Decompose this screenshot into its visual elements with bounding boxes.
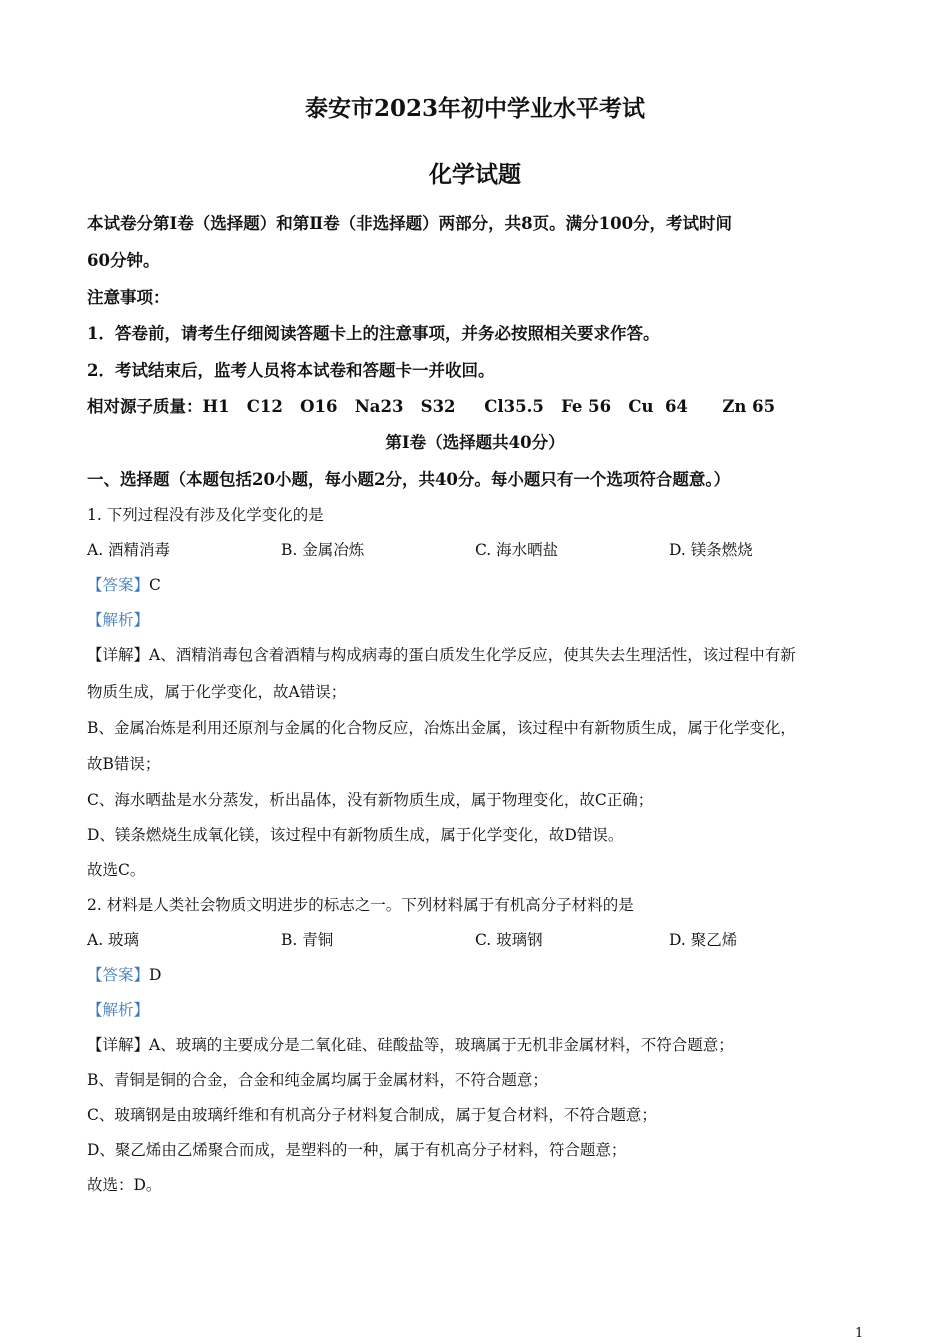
note-2: 2．考试结束后，监考人员将本试卷和答题卡一并收回。	[87, 361, 495, 380]
question-1-detail-4: D、镁条燃烧生成氧化镁，该过程中有新物质生成，属于化学变化，故D错误。	[87, 826, 624, 844]
question-1-detail-1b: 物质生成，属于化学变化，故A错误；	[87, 683, 347, 701]
question-2-detail-2: B、青铜是铜的合金，合金和纯金属均属于金属材料，不符合题意；	[87, 1071, 548, 1089]
question-2-option-b: B. 青铜	[281, 931, 334, 949]
answer-tag: 【答案】	[87, 576, 150, 594]
question-2-option-c: C. 玻璃钢	[475, 931, 543, 949]
note-1: 1．答卷前，请考生仔细阅读答题卡上的注意事项，并务必按照相关要求作答。	[87, 324, 660, 343]
answer-value: C	[149, 576, 161, 594]
question-1-option-c: C. 海水晒盐	[475, 541, 559, 559]
answer-value: D	[149, 966, 162, 984]
question-2-option-a: A. 玻璃	[87, 931, 140, 949]
page-number: 1	[855, 1326, 864, 1341]
question-1-option-a: A. 酒精消毒	[87, 541, 171, 559]
question-1-analysis-tag: 【解析】	[87, 611, 150, 629]
question-2-conclusion: 故选：D。	[87, 1176, 162, 1194]
question-1-option-b: B. 金属冶炼	[281, 541, 365, 559]
volume-heading: 第Ⅰ卷（选择题共40分）	[385, 433, 565, 452]
question-2-detail-1: 【详解】A、玻璃的主要成分是二氧化硅、硅酸盐等，玻璃属于无机非金属材料，不符合题意；	[87, 1036, 734, 1054]
atomic-mass-line: 相对源子质量：H1 C12 O16 Na23 S32 Cl35.5 Fe 56 Cu 64 Zn 65	[87, 397, 776, 416]
question-2-analysis-tag: 【解析】	[87, 1001, 150, 1019]
question-1-option-d: D. 镁条燃烧	[669, 541, 753, 559]
question-2-detail-4: D、聚乙烯由乙烯聚合而成，是塑料的一种，属于有机高分子材料，符合题意；	[87, 1141, 627, 1159]
intro-line-1: 本试卷分第Ⅰ卷（选择题）和第Ⅱ卷（非选择题）两部分，共8页。满分100分，考试时间	[87, 214, 733, 233]
question-1-conclusion: 故选C。	[87, 861, 146, 879]
answer-tag: 【答案】	[87, 966, 150, 984]
question-2-answer	[87, 963, 161, 985]
question-1-detail-2b: 故B错误；	[87, 755, 161, 773]
question-1-detail-3: C、海水晒盐是水分蒸发，析出晶体，没有新物质生成，属于物理变化，故C正确；	[87, 791, 654, 809]
question-1-detail-2a: B、金属冶炼是利用还原剂与金属的化合物反应，冶炼出金属，该过程中有新物质生成，属于化学变化，	[87, 719, 796, 737]
question-1-answer	[87, 573, 161, 595]
question-2-detail-3: C、玻璃钢是由玻璃纤维和有机高分子材料复合制成，属于复合材料，不符合题意；	[87, 1106, 657, 1124]
question-1-detail-1a: 【详解】A、酒精消毒包含着酒精与构成病毒的蛋白质发生化学反应，使其失去生理活性，该过程中有新	[87, 646, 796, 664]
exam-title: 泰安市2023年初中学业水平考试	[304, 95, 645, 122]
question-2-stem: 2. 材料是人类社会物质文明进步的标志之一。下列材料属于有机高分子材料的是	[87, 896, 634, 914]
intro-line-2: 60分钟。	[87, 251, 160, 270]
part-heading: 一、选择题（本题包括20小题，每小题2分，共40分。每小题只有一个选项符合题意。）	[87, 470, 731, 489]
notes-title: 注意事项：	[87, 288, 170, 307]
question-1-stem: 1. 下列过程没有涉及化学变化的是	[87, 506, 324, 524]
question-2-option-d: D. 聚乙烯	[669, 931, 738, 949]
exam-subject: 化学试题	[429, 161, 521, 188]
